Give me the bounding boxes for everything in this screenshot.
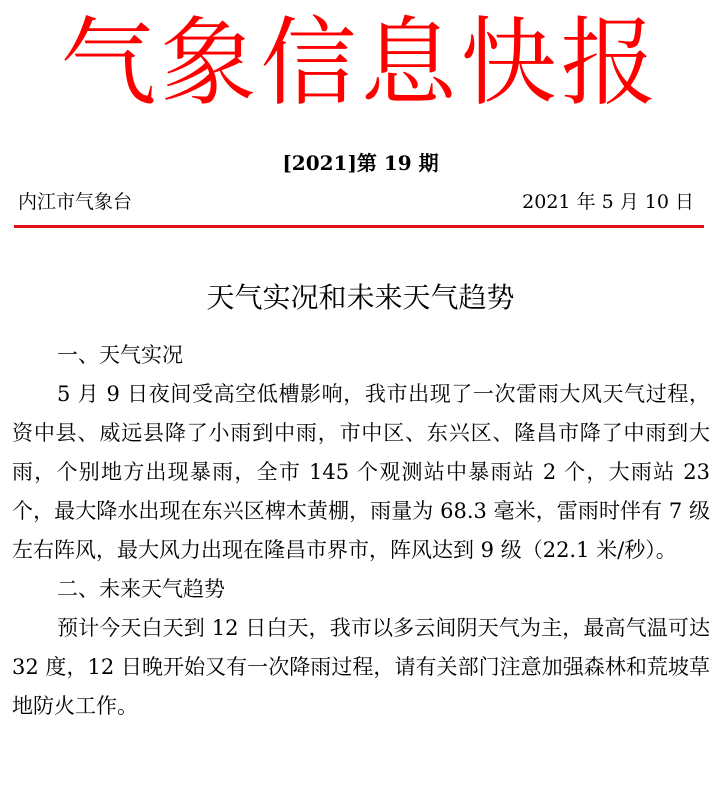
publisher: 内江市气象台 xyxy=(18,191,133,213)
section-text-forecast: 预计今天白天到 12 日白天，我市以多云间阴天气为主，最高气温可达 32 度，12 日晚开始又有一次降雨过程，请有关部门注意加强森林和荒坡草地防火工作。 xyxy=(12,616,710,718)
issue-number: [2021]第 19 期 xyxy=(282,151,439,175)
meta-row xyxy=(18,188,694,216)
document-title: 天气实况和未来天气趋势 xyxy=(206,281,515,314)
masthead-title: 气象信息快报 xyxy=(60,7,661,119)
section-text-observations: 5 月 9 日夜间受高空低槽影响，我市出现了一次雷雨大风天气过程，资中县、威远县降了小雨到中雨，市中区、东兴区、隆昌市降了中雨到大雨，个别地方出现暴雨，全市 145 个观测站中暴雨站 2 个，大雨站 23 个，最大降水出现在东兴区椑木黄棚，雨量为 68.3 毫米，雷雨时伴有 7 级左右阵风，最大风力出现在隆昌市界市，阵风达到 9 级（22.1 米/秒）。 xyxy=(12,382,710,562)
header-divider xyxy=(14,225,704,228)
section-heading-forecast: 二、未来天气趋势 xyxy=(57,577,225,601)
document-body xyxy=(12,336,710,726)
publish-date: 2021 年 5 月 10 日 xyxy=(522,191,694,213)
section-heading-observations: 一、天气实况 xyxy=(57,343,183,367)
